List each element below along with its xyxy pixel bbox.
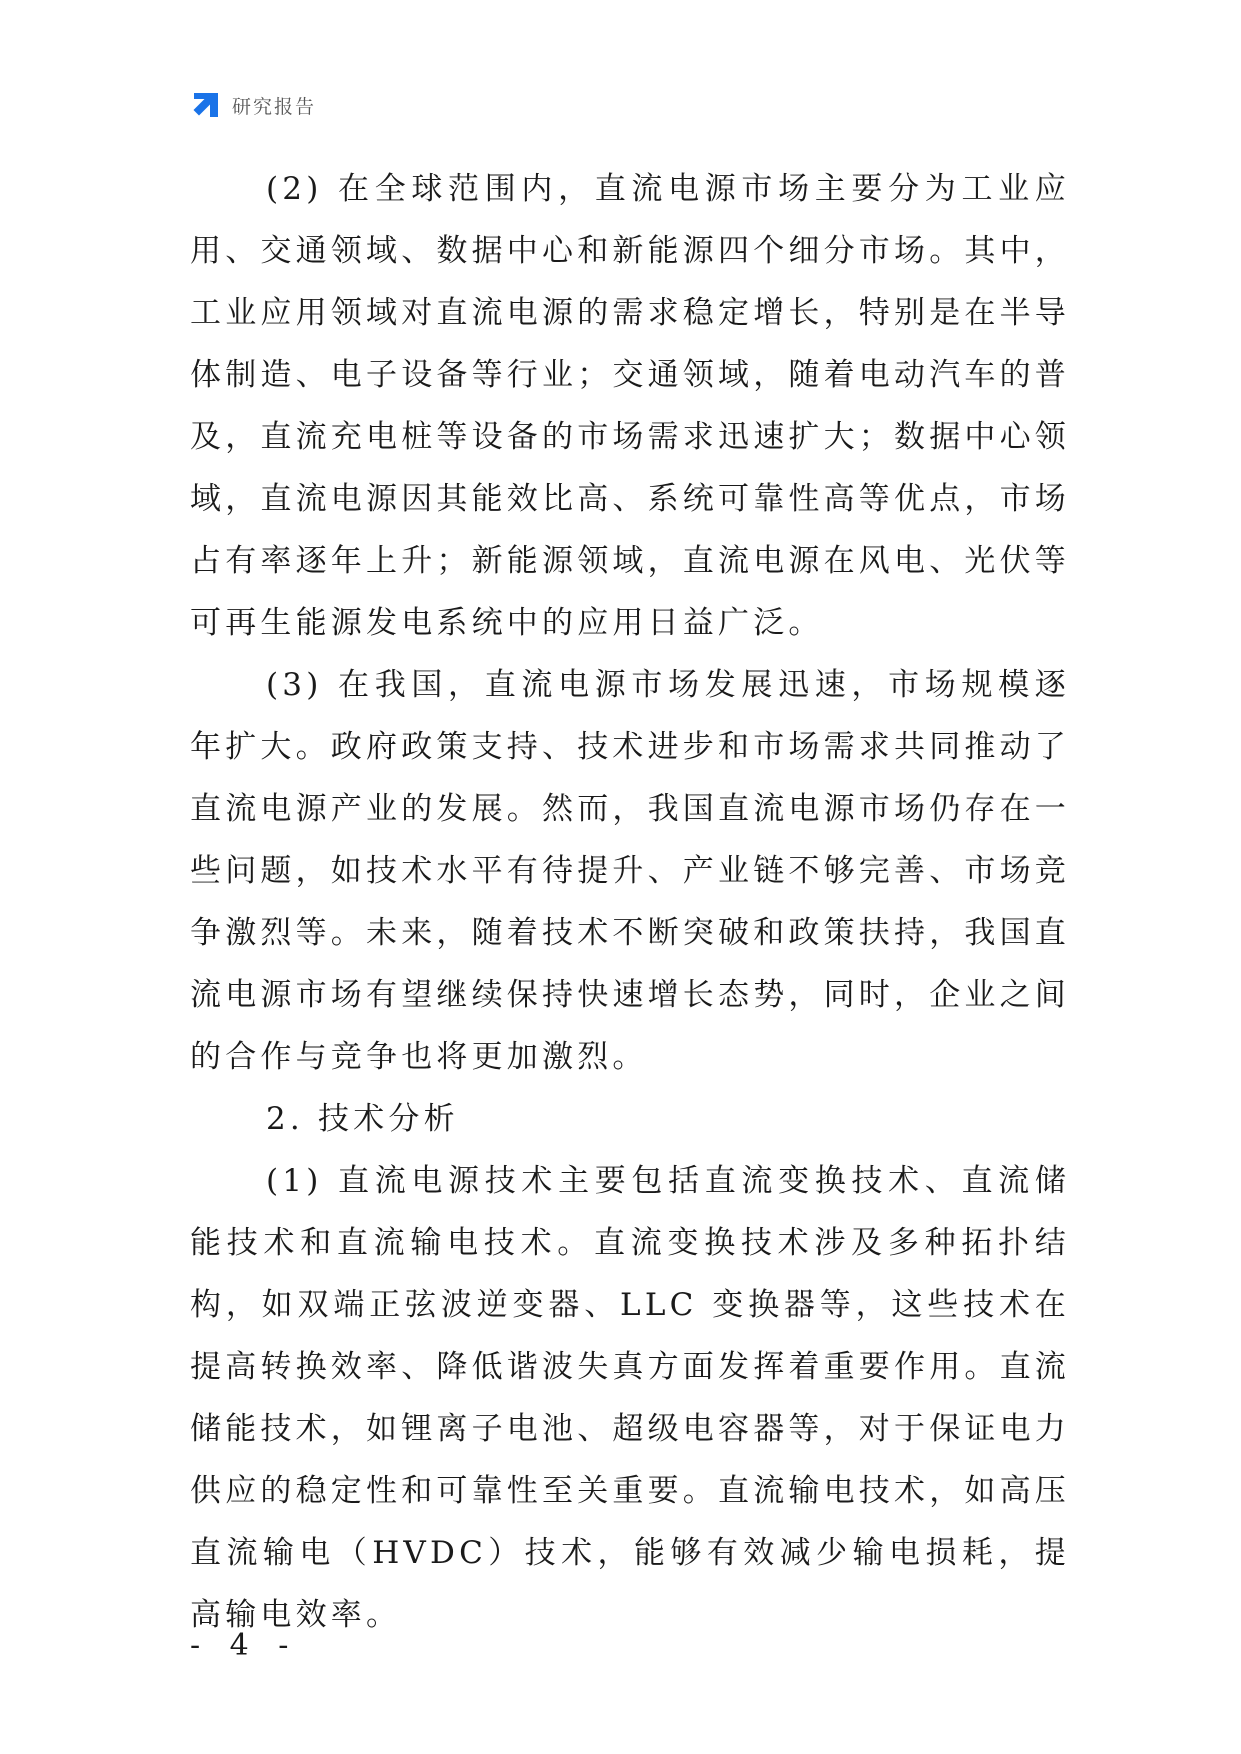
- document-body: [190, 158, 1070, 1646]
- arrow-logo-icon: [190, 89, 222, 121]
- paragraph-domestic-market: (3) 在我国，直流电源市场发展迅速，市场规模逐年扩大。政府政策支持、技术进步和市场需求共同推动了直流电源产业的发展。然而，我国直流电源市场仍存在一些问题，如技术水平有待提升、产业链不够完善、市场竞争激烈等。未来，随着技术不断突破和政策扶持，我国直流电源市场有望继续保持快速增长态势，同时，企业之间的合作与竞争也将更加激烈。: [190, 667, 1070, 1075]
- header-title: 研究报告: [232, 95, 317, 118]
- paragraph-dc-technology: (1) 直流电源技术主要包括直流变换技术、直流储能技术和直流输电技术。直流变换技术涉及多种拓扑结构，如双端正弦波逆变器、LLC 变换器等，这些技术在提高转换效率、降低谐波失真方面发挥着重要作用。直流储能技术，如锂离子电池、超级电容器等，对于保证电力供应的稳定性和可靠性至关重要。直流输电技术，如高压直流输电（HVDC）技术，能够有效减少输电损耗，提高输电效率。: [190, 1163, 1070, 1633]
- page-number: - 4 -: [190, 1628, 299, 1663]
- section-heading-tech-analysis: 2. 技术分析: [266, 1101, 459, 1137]
- page-header: [190, 88, 316, 122]
- paragraph-global-market: (2) 在全球范围内，直流电源市场主要分为工业应用、交通领域、数据中心和新能源四个细分市场。其中，工业应用领域对直流电源的需求稳定增长，特别是在半导体制造、电子设备等行业；交通领域，随着电动汽车的普及，直流充电桩等设备的市场需求迅速扩大；数据中心领域，直流电源因其能效比高、系统可靠性高等优点，市场占有率逐年上升；新能源领域，直流电源在风电、光伏等可再生能源发电系统中的应用日益广泛。: [190, 171, 1070, 641]
